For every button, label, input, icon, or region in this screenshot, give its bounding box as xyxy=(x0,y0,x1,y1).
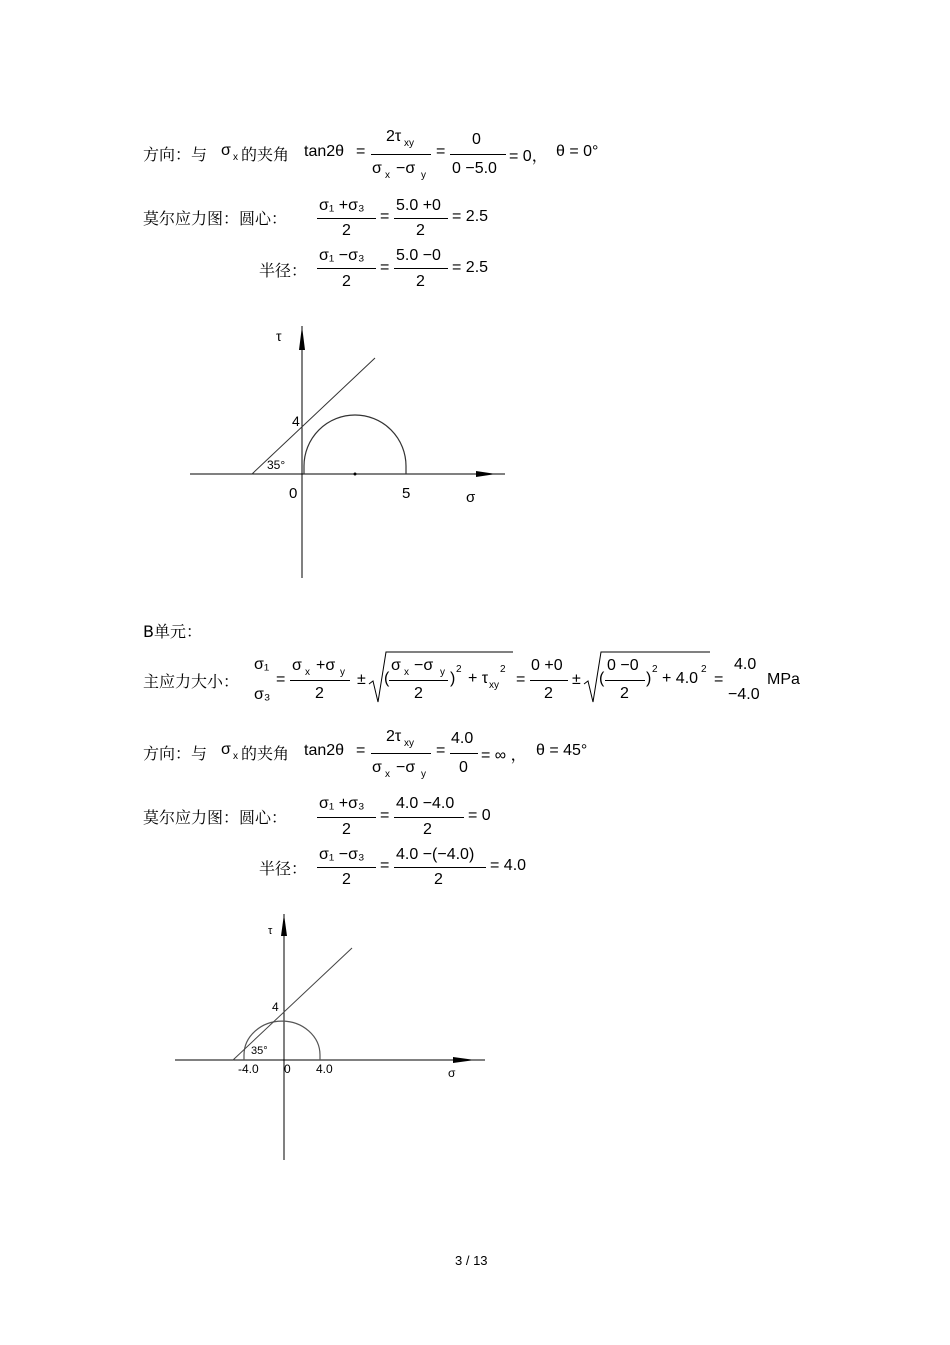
radius-result: = 2.5 xyxy=(452,259,489,276)
fraction-bar xyxy=(389,680,448,681)
fraction-numerator-sub: xy xyxy=(404,138,414,149)
center-numerator: σ₁ +σ₃ xyxy=(319,197,365,214)
tau-label: τ xyxy=(268,925,273,937)
fraction-numerator: 0 xyxy=(472,131,481,148)
radius-numerator: σ₁ −σ₃ xyxy=(319,846,365,863)
sigma-symbol: σ xyxy=(221,142,231,159)
paren-open: ( xyxy=(384,670,390,687)
radius-denominator: 2 xyxy=(342,871,351,888)
equals: = xyxy=(380,807,390,824)
fraction-bar xyxy=(450,753,478,754)
fraction-bar xyxy=(394,867,486,868)
paren-close: ) xyxy=(646,670,652,687)
result-bottom: −4.0 xyxy=(728,686,760,703)
frac-denominator: 2 xyxy=(315,685,324,702)
fraction-bar xyxy=(394,218,448,219)
plus-sigma: +σ xyxy=(316,657,336,674)
paren-close: ) xyxy=(450,670,456,687)
sigma-axis-arrow xyxy=(476,471,496,477)
sqrt-sign xyxy=(368,650,514,706)
fraction-bar xyxy=(317,867,376,868)
tan-expr: tan2θ xyxy=(304,742,345,759)
square: 2 xyxy=(456,664,462,675)
label-0: 0 xyxy=(289,485,298,502)
fraction-bar xyxy=(605,680,645,681)
center-numerator-2: 4.0 −4.0 xyxy=(396,795,455,812)
inner-numerator: σ xyxy=(391,657,401,674)
fraction-denominator: σ xyxy=(372,160,382,177)
frac-numerator: σ xyxy=(292,657,302,674)
radius-denominator-2: 2 xyxy=(434,871,443,888)
equals: = xyxy=(436,143,446,160)
inner-minus-sigma: −σ xyxy=(414,657,434,674)
center-denominator-2: 2 xyxy=(423,821,432,838)
fraction-numerator-sub: xy xyxy=(404,738,414,749)
radius-denominator-2: 2 xyxy=(416,273,425,290)
frac2-numerator: 0 +0 xyxy=(531,657,563,674)
failure-envelope-line xyxy=(233,948,352,1060)
square: 2 xyxy=(701,664,707,675)
equals: = xyxy=(276,671,286,688)
fraction-denominator: σ xyxy=(372,759,382,776)
radius-numerator: σ₁ −σ₃ xyxy=(319,247,365,264)
equals: = xyxy=(714,671,724,688)
circle-center-dot xyxy=(354,473,357,476)
inner2-numerator: 0 −0 xyxy=(607,657,639,674)
fraction-bar xyxy=(450,154,506,155)
mohr-label: 莫尔应力图：圆心： xyxy=(143,209,288,228)
inner-sub-x: x xyxy=(404,667,409,678)
sub-x: x xyxy=(305,667,310,678)
theta-result: θ = 45° xyxy=(536,742,588,759)
sigma-sub: x xyxy=(233,751,238,762)
fraction-bar xyxy=(530,680,568,681)
sigma1: σ₁ xyxy=(254,656,270,673)
sigma-label: σ xyxy=(466,489,476,506)
square: 2 xyxy=(652,664,658,675)
fraction-denominator: 0 −5.0 xyxy=(452,160,497,177)
label-4: 4 xyxy=(292,413,300,429)
sigma3: σ₃ xyxy=(254,686,271,703)
fraction-bar xyxy=(394,817,464,818)
plus-minus: ± xyxy=(572,671,581,688)
fraction-bar xyxy=(371,753,431,754)
fraction-bar xyxy=(317,268,376,269)
sub-y: y xyxy=(340,667,345,678)
radius-numerator-2: 5.0 −0 xyxy=(396,247,441,264)
result: = 0， xyxy=(509,148,548,165)
tau-axis-arrow xyxy=(281,914,287,936)
tau-sub: xy xyxy=(489,680,499,691)
direction-label: 方向：与 xyxy=(143,145,208,164)
inner2-denominator: 2 xyxy=(620,685,629,702)
label-pos4: 4.0 xyxy=(316,1062,333,1076)
fraction-bar xyxy=(371,154,431,155)
center-numerator: σ₁ +σ₃ xyxy=(319,795,365,812)
sigma-axis-arrow xyxy=(453,1057,475,1063)
sigma-sub: x xyxy=(233,152,238,163)
fraction-bar xyxy=(317,817,376,818)
angle-label: 35° xyxy=(251,1045,268,1057)
sigma-label: σ xyxy=(448,1066,456,1080)
direction-label: 方向：与 xyxy=(143,744,208,763)
label-neg4: -4.0 xyxy=(238,1062,259,1076)
fraction-numerator: 2τ xyxy=(386,128,402,145)
tau-label: τ xyxy=(276,328,282,344)
fraction-numerator: 2τ xyxy=(386,728,402,745)
tau-axis-arrow xyxy=(299,326,305,350)
equals: = xyxy=(516,671,526,688)
equals: = xyxy=(380,857,390,874)
mohr-circle-diagram-a xyxy=(180,320,520,585)
fraction-denominator: 0 xyxy=(459,759,468,776)
radius-label: 半径： xyxy=(259,859,308,878)
inner-sub-y: y xyxy=(440,667,445,678)
plus-minus: ± xyxy=(357,671,366,688)
radius-numerator-2: 4.0 −(−4.0) xyxy=(396,846,475,863)
sigma-symbol: σ xyxy=(221,741,231,758)
plus-tau: + τ xyxy=(468,670,489,687)
den-sub-x: x xyxy=(385,170,390,181)
page-number: 3 / 13 xyxy=(455,1253,488,1268)
angle-word: 的夹角 xyxy=(241,145,290,164)
center-denominator: 2 xyxy=(342,821,351,838)
den-minus-sigma: −σ xyxy=(396,160,416,177)
tau-square: 2 xyxy=(500,664,506,675)
radius-label: 半径： xyxy=(259,261,308,280)
section-b-title: B单元： xyxy=(143,622,202,641)
den-minus-sigma: −σ xyxy=(396,759,416,776)
fraction-numerator: 4.0 xyxy=(451,730,474,747)
radius-result: = 4.0 xyxy=(490,857,527,874)
equals: = xyxy=(356,143,366,160)
label-4: 4 xyxy=(272,1000,279,1014)
equals: = xyxy=(380,208,390,225)
equals: = xyxy=(356,742,366,759)
center-denominator-2: 2 xyxy=(416,222,425,239)
mohr-circle-diagram-b xyxy=(165,910,505,1170)
center-denominator: 2 xyxy=(342,222,351,239)
inner-denominator: 2 xyxy=(414,685,423,702)
den-sub-x: x xyxy=(385,769,390,780)
theta-result: θ = 0° xyxy=(556,143,599,160)
fraction-bar xyxy=(394,268,448,269)
frac2-denominator: 2 xyxy=(544,685,553,702)
angle-word: 的夹角 xyxy=(241,744,290,763)
label-0: 0 xyxy=(284,1062,291,1076)
unit: MPa xyxy=(767,671,800,688)
angle-label: 35° xyxy=(267,458,286,472)
den-sub-y: y xyxy=(421,170,426,181)
principal-label: 主应力大小： xyxy=(143,672,240,691)
radius-denominator: 2 xyxy=(342,273,351,290)
fraction-bar xyxy=(290,680,350,681)
equals: = xyxy=(436,742,446,759)
mohr-circle-arc xyxy=(304,415,406,474)
center-result: = 0 xyxy=(468,807,491,824)
plus-four: + 4.0 xyxy=(662,670,699,687)
center-result: = 2.5 xyxy=(452,208,489,225)
result: = ∞ ， xyxy=(481,747,527,764)
paren-open: ( xyxy=(599,670,605,687)
tan-expr: tan2θ xyxy=(304,143,345,160)
mohr-label: 莫尔应力图：圆心： xyxy=(143,808,288,827)
fraction-bar xyxy=(317,218,376,219)
label-5: 5 xyxy=(402,485,411,502)
den-sub-y: y xyxy=(421,769,426,780)
failure-envelope-line xyxy=(252,358,375,474)
center-numerator-2: 5.0 +0 xyxy=(396,197,441,214)
equals: = xyxy=(380,259,390,276)
result-top: 4.0 xyxy=(734,656,757,673)
